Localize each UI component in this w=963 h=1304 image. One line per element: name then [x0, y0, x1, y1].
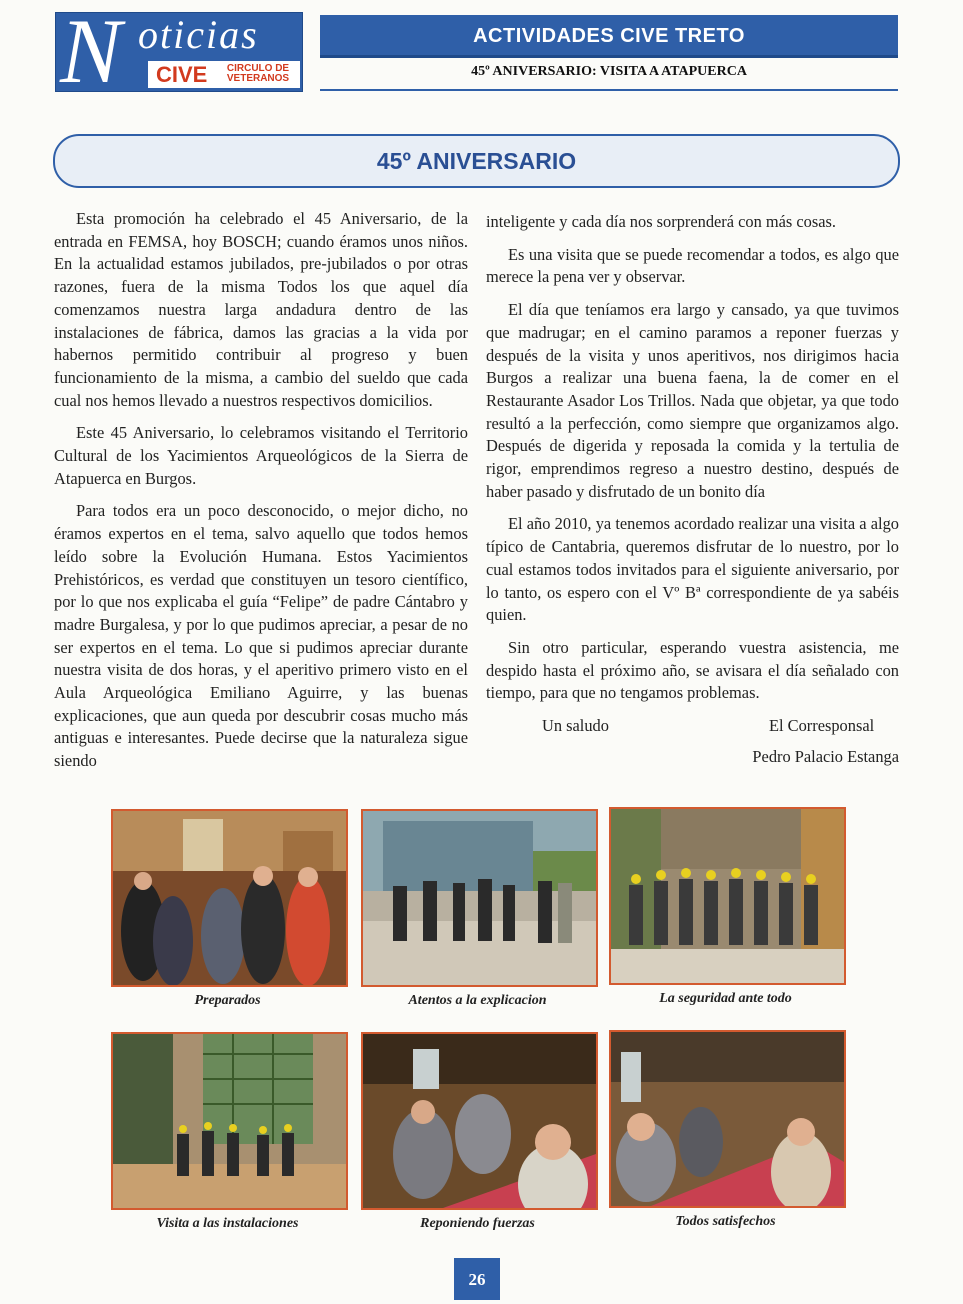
logo-brand: CIVE: [156, 62, 208, 87]
photo-satisfechos: [609, 1030, 846, 1208]
photo-caption: Preparados: [194, 993, 261, 1008]
noticias-cive-logo: [55, 12, 303, 92]
article-banner: [53, 134, 900, 188]
section-header: ACTIVIDADES CIVE TRETO: [320, 15, 898, 58]
photo-caption: Todos satisfechos: [675, 1214, 776, 1229]
photo-atentos: [361, 809, 598, 987]
author-name: Pedro Palacio Estanga: [752, 747, 899, 767]
author-role: El Corresponsal: [769, 716, 875, 736]
photo-preparados: [111, 809, 348, 987]
paragraph: El día que teníamos era largo y cansado, ya que tuvimos que madrugar; en el camino paramos a reponer fuerzas y después de la visita y unos aperitivos, nos dirigimos hacia Burgos a realizar una buena faena, la de comer en el Restaurante Asador Los Trillos. Nada que objetar, ya que todo resultó a la perfección, como siempre que organizamos algo. Después de digerida y reposada la comida y la tertulia de rigor, emprendimos regreso a nuestro destino, después de haber pasado y disfrutado de un bonito día: [486, 300, 899, 501]
page-subtitle: 45º ANIVERSARIO: VISITA A ATAPUERCA: [471, 64, 747, 79]
logo-club: CIRCULO DE VETERANOS: [226, 63, 290, 84]
left-column: [54, 208, 468, 783]
paragraph-continuation: inteligente y cada día nos sorprenderá con más cosas.: [486, 212, 836, 231]
author-line: [486, 746, 899, 769]
right-column: [486, 211, 899, 769]
photo-instalaciones: [111, 1032, 348, 1210]
page-number: 26: [454, 1258, 500, 1300]
paragraph: Es una visita que se puede recomendar a todos, es algo que merece la pena ver y observar.: [486, 244, 899, 287]
paragraph: Para todos era un poco desconocido, o mejor dicho, no éramos expertos en el tema, salvo aquello que todos hemos leído sobre la Evolución Humana. Estos Yacimientos Prehistóricos, es verdad que constituyen un tesoro científico, por lo que nos explicaba el guía “Felipe” de padre Cántabro y madre Burgalesa, y por lo que pudimos apreciar, a pesar de no ser expertos en el tema. Lo que si pudimos apreciar durante nuestra visita de dos horas, y el aperitivo primero visto en el Aula Arqueológica Emiliano Aguirre, y las buenas explicaciones, que aun queda por descubrir cosas mucho más antiguas e interesantes. Puede decirse que la naturaleza sigue siendo: [54, 501, 468, 771]
paragraph: Esta promoción ha celebrado el 45 Aniversario, de la entrada en FEMSA, hoy BOSCH; cuando éramos unos niños. En la actualidad estamos jubilados, pre-jubilados o por otras razones, fuera de la misma Todos los que aquel día comenzamos nuestra larga andadura dentro de las instalaciones de fábrica, damos las gracias a la vida por habernos permitido contribuir al progreso y buen funcionamiento de la misma, a cambio del sueldo que cada cual nos hemos llevado a nuestros respectivos domicilios.: [54, 209, 468, 410]
paragraph: El año 2010, ya tenemos acordado realizar una visita a algo típico de Cantabria, queremos disfrutar de lo nuestro, por lo cual estamos todos invitados para el siguiente aniversario, por lo tanto, os espero con el Vº Bª correspondiente de ya sabéis quien.: [486, 514, 899, 625]
photo-caption: Visita a las instalaciones: [156, 1216, 299, 1231]
logo-initial: N: [60, 12, 122, 92]
logo-word: oticias: [138, 12, 259, 57]
photo-reponiendo: [361, 1032, 598, 1210]
article-title: 45º ANIVERSARIO: [376, 148, 577, 174]
photo-caption: La seguridad ante todo: [659, 991, 792, 1006]
header-divider: [320, 89, 898, 91]
paragraph: Este 45 Aniversario, lo celebramos visitando el Territorio Cultural de los Yacimientos Arqueológicos de la Sierra de Atapuerca en Burgos.: [54, 423, 468, 488]
paragraph: Sin otro particular, esperando vuestra asistencia, me despido hasta el próximo año, se avisara el día señalado con tiempo, para que no tengamos problemas.: [486, 637, 899, 703]
closing: Un saludo: [542, 716, 609, 736]
photo-caption: Atentos a la explicacion: [408, 993, 547, 1008]
photo-seguridad: [609, 807, 846, 985]
signature-line: [486, 715, 899, 738]
photo-caption: Reponiendo fuerzas: [420, 1216, 535, 1231]
